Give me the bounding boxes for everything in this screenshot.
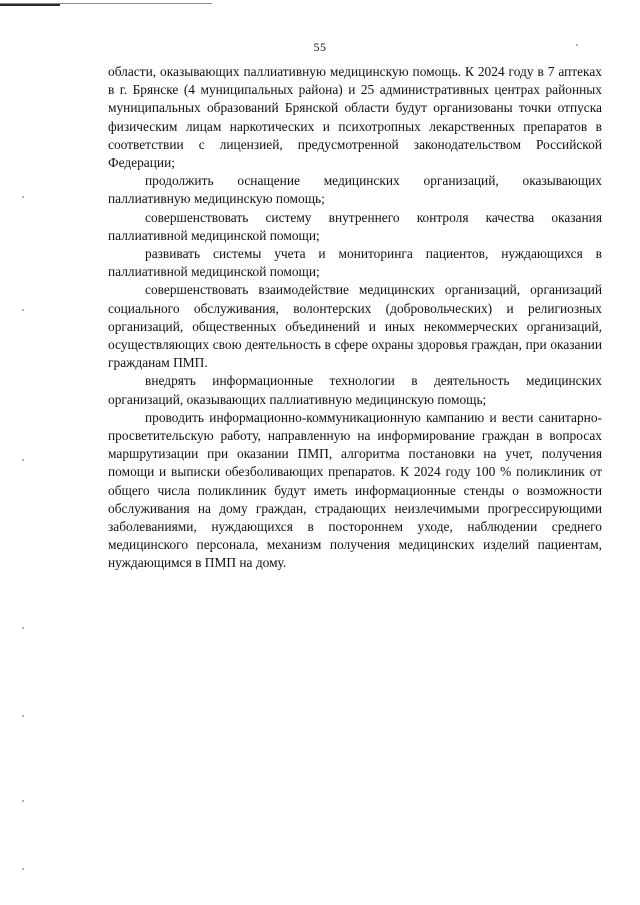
scan-speck <box>576 44 578 46</box>
scan-speck <box>22 868 24 870</box>
scan-speck <box>22 196 24 198</box>
paragraph-interaction: совершенствовать взаимодействие медицинских организаций, организаций социального обслуживания, волонтерских (добровольческих) и религиозных организаций, общественных объединений и иных некоммерческих организаций, осуществляющих свою деятельность в сфере охраны здоровья граждан, при оказании гражданам ПМП. <box>108 282 602 371</box>
scan-speck <box>22 309 24 311</box>
paragraph-equipment: продолжить оснащение медицинских организаций, оказывающих паллиативную медицинскую помощь; <box>108 173 602 207</box>
paragraph-quality-control: совершенствовать систему внутреннего контроля качества оказания паллиативной медицинской помощи; <box>108 209 602 243</box>
scan-speck <box>22 627 24 629</box>
scan-speck <box>22 459 24 461</box>
paragraph-monitoring: развивать системы учета и мониторинга пациентов, нуждающихся в паллиативной медицинской помощи; <box>108 246 602 280</box>
paragraph-continuation: области, оказывающих паллиативную медицинскую помощь. К 2024 году в 7 аптеках в г. Брянске (4 муниципальных района) и 25 административных центрах районных муниципальных образований Брянской области будут организованы точки отпуска физическим лицам наркотических и психотропных лекарственных препаратов в соответствии с лицензией, предусмотренной законодательством Российской Федерации; <box>108 64 602 171</box>
scan-top-rule-dark <box>0 4 60 6</box>
paragraph-it: внедрять информационные технологии в деятельность медицинских организаций, оказывающих паллиативную медицинскую помощь; <box>108 373 602 407</box>
document-body <box>108 63 602 573</box>
scan-speck <box>22 800 24 802</box>
paragraph-information-campaign: проводить информационно-коммуникационную кампанию и вести санитарно-просветительскую работу, направленную на информирование граждан в вопросах маршрутизации при оказании ПМП, алгоритма постановки на учет, получения помощи и выписки обезболивающих препаратов. К 2024 году 100 % поликлиник от общего числа поликлиник будут иметь информационные стенды о возможности обслуживания на дому граждан, страдающих неизлечимыми прогрессирующими заболеваниями, нуждающихся в постороннем уходе, наблюдении среднего медицинского персонала, механизм получения медицинских изделий пациентам, нуждающимся в ПМП на дому. <box>108 409 602 571</box>
scan-speck <box>22 715 24 717</box>
page-number: 55 <box>313 40 327 54</box>
